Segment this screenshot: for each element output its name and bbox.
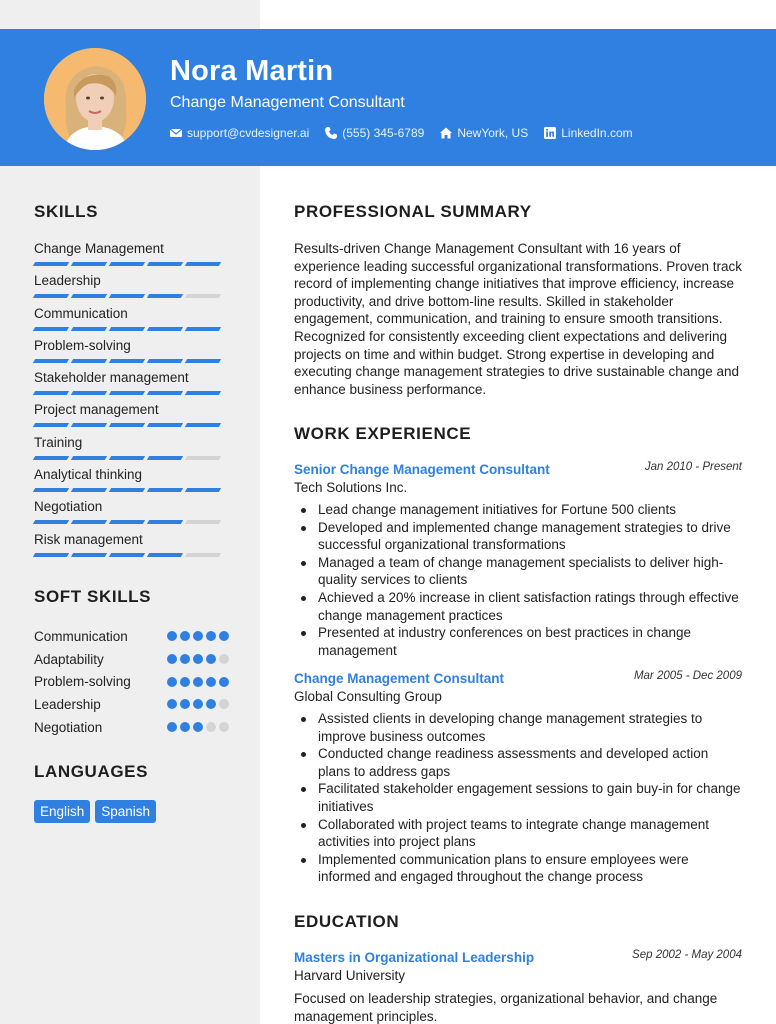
skill-level-segment: [109, 488, 145, 492]
skill-level-segment: [71, 520, 107, 524]
soft-skill-item: [34, 693, 229, 716]
language-tag: Spanish: [95, 800, 156, 823]
rating-dot: [167, 677, 177, 687]
skill-name: Problem-solving: [34, 337, 131, 353]
language-tag: English: [34, 800, 90, 823]
skill-level-bar: [34, 553, 234, 557]
skill-name: Communication: [34, 305, 128, 321]
skill-level-segment: [71, 391, 107, 395]
soft-skill-rating: [167, 677, 229, 687]
skill-level-segment: [109, 520, 145, 524]
skill-item: [34, 466, 234, 498]
skill-level-segment: [185, 488, 221, 492]
skill-name: Change Management: [34, 241, 164, 256]
summary-text: Results-driven Change Management Consultant with 16 years of experience leading successful organizational transformations. Proven track record of implementing change initiatives that improve efficiency, increase productivity, and drive bottom-line results. Skilled in stakeholder engagement, communication, and training to ensure smooth transitions. Recognized for consistently exceeding client expectations and delivering projects on time and within budget. Strong expertise in developing and executing change management strategies to drive sustainable change and enhance business performance.: [294, 241, 742, 397]
skill-level-segment: [147, 520, 183, 524]
list-item: Collaborated with project teams to integrate change management activities into project plans: [318, 816, 744, 851]
list-item: Managed a team of change management specialists to deliver high-quality services to clients: [318, 554, 744, 589]
skill-level-bar: [34, 359, 234, 363]
education-description: Focused on leadership strategies, organizational behavior, and change management principles.: [294, 991, 718, 1024]
rating-dot: [219, 631, 229, 641]
soft-skill-name: Leadership: [34, 696, 101, 712]
location-text: NewYork, US: [457, 126, 529, 140]
skill-item: [34, 401, 234, 433]
soft-skill-item: [34, 648, 229, 671]
skill-level-bar: [34, 423, 234, 427]
rating-dot: [167, 722, 177, 732]
skill-level-segment: [33, 423, 69, 427]
skill-level-segment: [147, 294, 183, 298]
rating-dot: [193, 631, 203, 641]
skill-level-segment: [147, 359, 183, 363]
skill-item: [34, 272, 234, 304]
skill-level-segment: [71, 327, 107, 331]
phone-text: (555) 345-6789: [342, 126, 425, 140]
skill-name: Project management: [34, 402, 159, 418]
job-dates: Jan 2010 - Present: [644, 461, 742, 473]
skill-level-segment: [185, 520, 221, 524]
soft-skills-list: [34, 625, 229, 738]
rating-dot: [167, 654, 177, 664]
rating-dot: [206, 699, 216, 709]
languages-list: [34, 800, 156, 823]
skill-item: [34, 337, 234, 369]
skill-level-bar: [34, 456, 234, 460]
skill-level-segment: [33, 456, 69, 460]
summary-heading: PROFESSIONAL SUMMARY: [294, 202, 532, 221]
email-icon: [170, 127, 182, 139]
rating-dot: [193, 699, 203, 709]
skill-level-segment: [147, 327, 183, 331]
rating-dot: [206, 654, 216, 664]
skill-level-segment: [33, 553, 69, 557]
job-company: Tech Solutions Inc.: [294, 480, 408, 495]
skill-level-segment: [71, 456, 107, 460]
phone-icon: [325, 127, 337, 139]
skill-level-bar: [34, 327, 234, 331]
rating-dot: [180, 677, 190, 687]
skill-level-segment: [147, 423, 183, 427]
skill-level-segment: [33, 294, 69, 298]
skill-level-segment: [33, 488, 69, 492]
skill-name: Negotiation: [34, 499, 103, 515]
avatar: [44, 48, 146, 150]
soft-skill-item: [34, 670, 229, 693]
skill-level-segment: [71, 553, 107, 557]
soft-skill-item: [34, 716, 229, 739]
soft-skill-name: Communication: [34, 628, 128, 644]
skill-level-bar: [34, 488, 234, 492]
soft-skill-rating: [167, 699, 229, 709]
skill-level-segment: [71, 423, 107, 427]
job-bullets: [318, 710, 744, 886]
skill-level-bar: [34, 520, 234, 524]
soft-skill-rating: [167, 722, 229, 732]
list-item: Lead change management initiatives for Fortune 500 clients: [318, 501, 744, 519]
rating-dot: [206, 677, 216, 687]
skill-level-segment: [33, 262, 69, 266]
rating-dot: [219, 722, 229, 732]
soft-skill-rating: [167, 631, 229, 641]
skill-item: [34, 240, 234, 272]
soft-skill-name: Problem-solving: [34, 674, 131, 690]
school-name: Harvard University: [294, 968, 406, 983]
skill-level-segment: [109, 391, 145, 395]
degree-title: Masters in Organizational Leadership: [294, 950, 535, 965]
list-item: Conducted change readiness assessments and developed action plans to address gaps: [318, 745, 744, 780]
skill-level-segment: [147, 391, 183, 395]
rating-dot: [219, 699, 229, 709]
skill-item: [34, 498, 234, 530]
skill-level-segment: [33, 359, 69, 363]
skill-level-segment: [109, 294, 145, 298]
education-heading: EDUCATION: [294, 912, 400, 931]
rating-dot: [206, 722, 216, 732]
contact-bar: [170, 126, 633, 140]
skill-level-segment: [185, 391, 221, 395]
contact-phone[interactable]: [325, 126, 424, 140]
job-title: Senior Change Management Consultant: [294, 462, 550, 477]
rating-dot: [167, 699, 177, 709]
rating-dot: [180, 699, 190, 709]
rating-dot: [193, 654, 203, 664]
skill-level-bar: [34, 294, 234, 298]
skill-level-segment: [185, 262, 221, 266]
skill-level-segment: [147, 456, 183, 460]
candidate-name: Nora Martin: [170, 55, 334, 87]
job-bullets: [318, 501, 744, 659]
skill-level-segment: [109, 423, 145, 427]
skill-level-segment: [33, 327, 69, 331]
rating-dot: [193, 677, 203, 687]
skill-level-segment: [71, 294, 107, 298]
rating-dot: [219, 654, 229, 664]
skill-name: Analytical thinking: [34, 467, 143, 483]
rating-dot: [219, 677, 229, 687]
rating-dot: [193, 722, 203, 732]
rating-dot: [180, 722, 190, 732]
education-dates: Sep 2002 - May 2004: [632, 949, 742, 961]
job-dates: Mar 2005 - Dec 2009: [633, 670, 742, 682]
skill-name: Leadership: [34, 273, 101, 289]
languages-heading: LANGUAGES: [34, 762, 149, 781]
candidate-role: Change Management Consultant: [170, 94, 405, 111]
skill-level-segment: [185, 327, 221, 331]
skill-item: [34, 369, 234, 401]
skill-level-segment: [109, 262, 145, 266]
soft-skill-name: Negotiation: [34, 719, 103, 735]
rating-dot: [167, 631, 177, 641]
skill-level-bar: [34, 262, 234, 266]
skill-item: [34, 305, 234, 337]
experience-heading: WORK EXPERIENCE: [294, 424, 472, 443]
skill-level-segment: [33, 520, 69, 524]
rating-dot: [180, 631, 190, 641]
skill-level-segment: [33, 391, 69, 395]
contact-linkedin[interactable]: [544, 126, 632, 140]
contact-location: [440, 126, 528, 140]
list-item: Facilitated stakeholder engagement sessions to gain buy-in for change initiatives: [318, 780, 744, 815]
skill-level-segment: [185, 423, 221, 427]
list-item: Implemented communication plans to ensure employees were informed and engaged throughout the change process: [318, 851, 744, 886]
skill-level-segment: [185, 294, 221, 298]
skill-level-segment: [185, 553, 221, 557]
skills-list: [34, 240, 234, 563]
skill-level-segment: [185, 359, 221, 363]
contact-email[interactable]: [170, 126, 309, 140]
skill-level-bar: [34, 391, 234, 395]
skill-item: [34, 531, 234, 563]
skill-level-segment: [71, 488, 107, 492]
email-text: support@cvdesigner.ai: [187, 126, 310, 140]
skill-level-segment: [185, 456, 221, 460]
linkedin-icon: [544, 127, 556, 139]
rating-dot: [206, 631, 216, 641]
skills-heading: SKILLS: [34, 202, 99, 221]
skill-name: Training: [34, 434, 83, 450]
list-item: Assisted clients in developing change management strategies to improve business outcomes: [318, 710, 744, 745]
profile-photo: [44, 48, 146, 150]
skill-level-segment: [147, 488, 183, 492]
skill-item: [34, 434, 234, 466]
skill-level-segment: [147, 553, 183, 557]
skill-level-segment: [109, 359, 145, 363]
list-item: Presented at industry conferences on best practices in change management: [318, 624, 744, 659]
soft-skills-heading: SOFT SKILLS: [34, 587, 152, 606]
skill-name: Risk management: [34, 531, 143, 547]
skill-level-segment: [109, 553, 145, 557]
skill-level-segment: [71, 359, 107, 363]
rating-dot: [180, 654, 190, 664]
job-company: Global Consulting Group: [294, 689, 442, 704]
soft-skill-name: Adaptability: [34, 651, 104, 667]
skill-level-segment: [147, 262, 183, 266]
header-banner: [0, 29, 776, 166]
linkedin-text: LinkedIn.com: [561, 126, 633, 140]
list-item: Achieved a 20% increase in client satisfaction ratings through effective change management practices: [318, 589, 744, 624]
job-title: Change Management Consultant: [294, 671, 505, 686]
skill-level-segment: [71, 262, 107, 266]
skill-level-segment: [109, 327, 145, 331]
skill-level-segment: [109, 456, 145, 460]
home-icon: [440, 127, 452, 139]
list-item: Developed and implemented change management strategies to drive successful organizational transformations: [318, 519, 744, 554]
soft-skill-item: [34, 625, 229, 648]
soft-skill-rating: [167, 654, 229, 664]
skill-name: Stakeholder management: [34, 370, 189, 386]
